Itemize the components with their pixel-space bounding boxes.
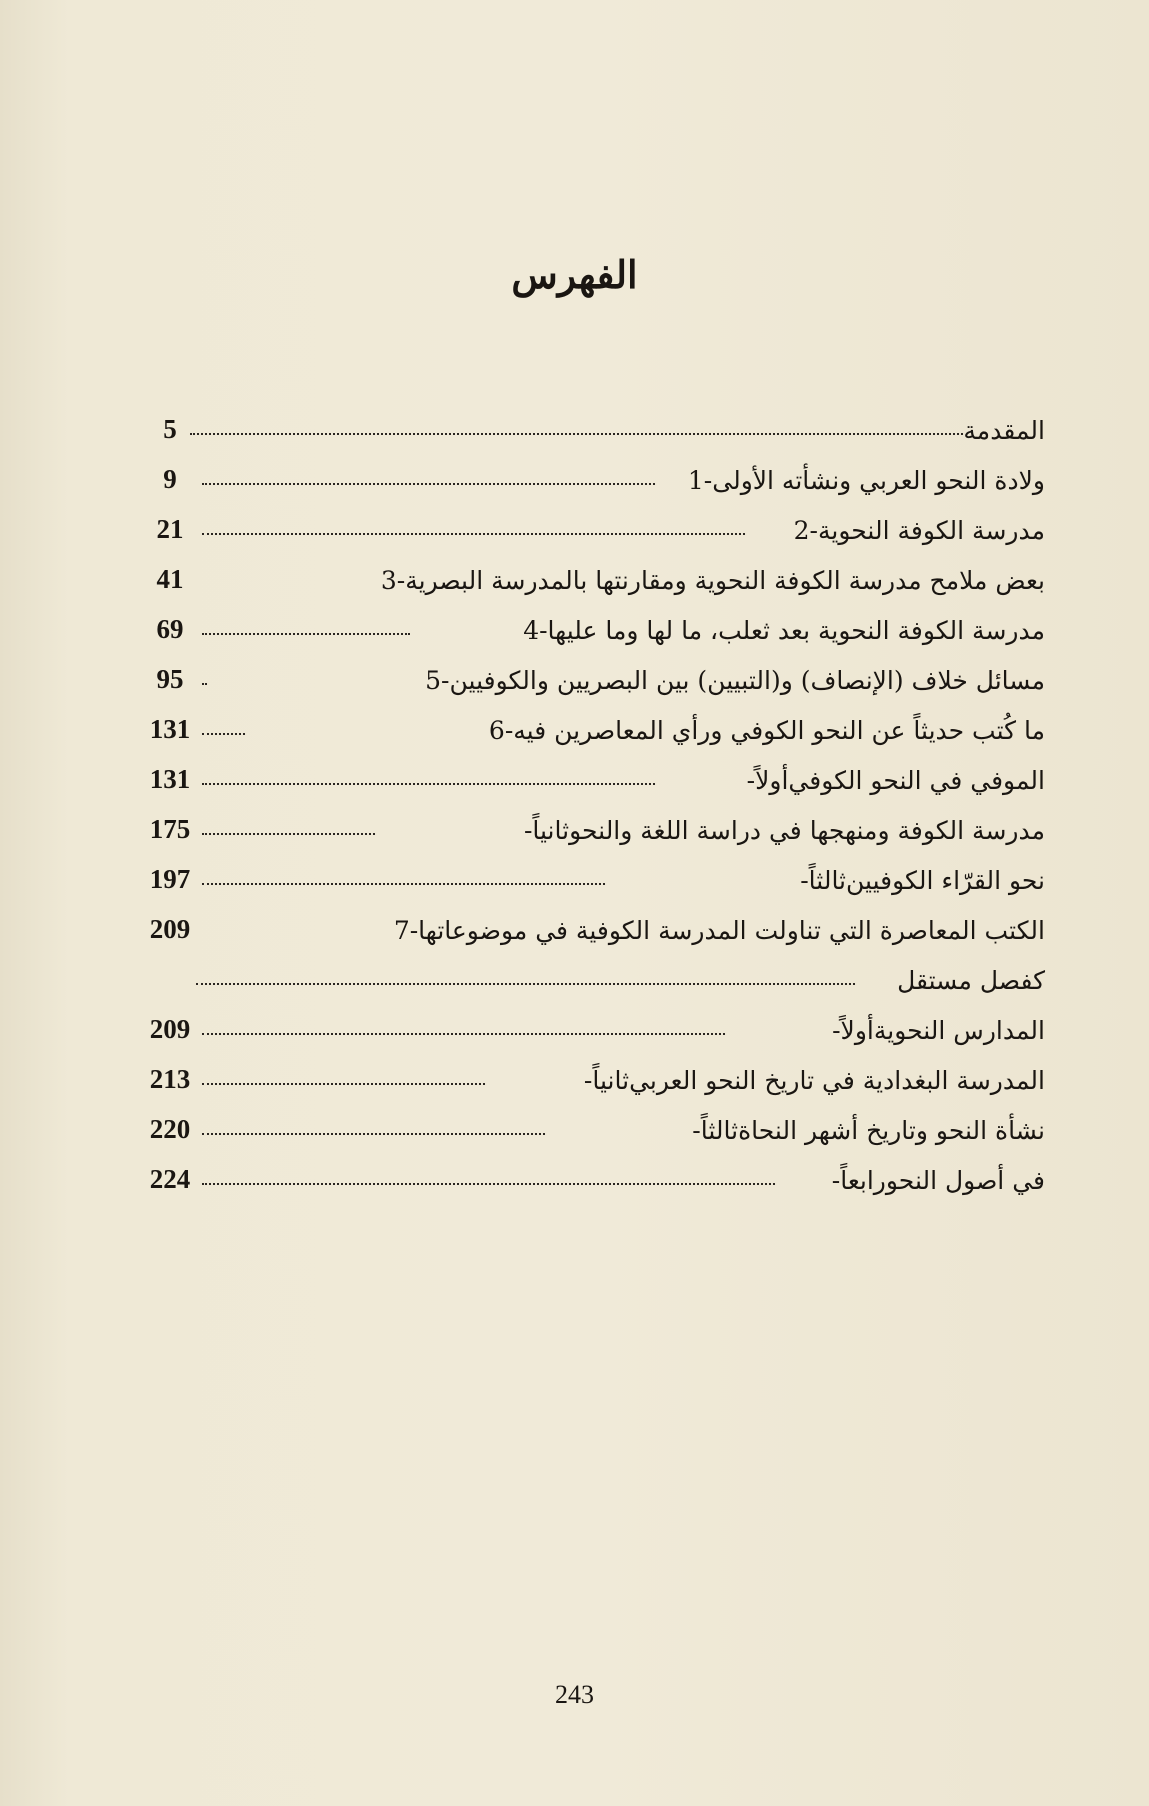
toc-entry-text: المقدمة	[963, 415, 1045, 445]
toc-entry-text: الكتب المعاصرة التي تناولت المدرسة الكوفية في موضوعاتها	[418, 915, 1045, 945]
toc-leader-dots	[202, 633, 410, 635]
toc-row	[140, 960, 1045, 1000]
toc-row	[140, 510, 1045, 550]
toc-leader-dots	[190, 433, 963, 435]
toc-row	[140, 760, 1045, 800]
toc-entry-label: رابعاً-	[831, 1165, 886, 1195]
toc-entry	[376, 910, 1045, 950]
toc-leader-dots	[196, 983, 855, 985]
toc-entry-text: نحو القرّاء الكوفيين	[846, 865, 1045, 895]
toc-entry	[471, 810, 1045, 850]
toc-entry-label: أولاً-	[746, 765, 789, 795]
toc-page-number: 209	[149, 1014, 191, 1044]
toc-entry-number: 5-	[425, 665, 450, 695]
toc-page-number: 224	[149, 1164, 191, 1194]
toc-entry-text: كفصل مستقل	[897, 965, 1045, 995]
toc-row	[140, 1060, 1045, 1100]
toc-entry-number: 6-	[488, 715, 514, 745]
toc-row	[140, 610, 1045, 650]
toc-row	[140, 560, 1045, 600]
toc-leader-dots	[202, 1033, 725, 1035]
toc-entry-text: ولادة النحو العربي ونشأته الأولى	[712, 465, 1045, 495]
toc-entry	[506, 610, 1045, 650]
toc-entry	[897, 960, 1045, 1000]
toc-page-number: 5	[163, 414, 177, 444]
toc-entry-label: أولاً-	[832, 1015, 874, 1045]
toc-entry	[531, 1060, 1045, 1100]
toc-entry-number: 3-	[380, 565, 406, 595]
toc-entry-text: المدرسة البغدادية في تاريخ النحو العربي	[629, 1065, 1045, 1095]
toc-entry-number: 2-	[793, 515, 818, 545]
toc-entry-label: ثانياً-	[523, 815, 570, 845]
toc-row	[140, 710, 1045, 750]
toc-entry	[748, 860, 1045, 900]
toc-entry-text: مدرسة الكوفة النحوية	[818, 515, 1045, 545]
toc-leader-dots	[202, 833, 375, 835]
toc-entry-number: 1-	[687, 465, 713, 495]
toc-page-number: 9	[163, 464, 177, 494]
toc-entry-number: 4-	[523, 615, 548, 645]
toc-entry-text: مسائل خلاف (الإنصاف) و(التبيين) بين البصريين والكوفيين	[449, 665, 1045, 695]
toc-row	[140, 810, 1045, 850]
toc-entry-text: المدارس النحوية	[873, 1015, 1045, 1045]
toc-entry	[776, 510, 1045, 550]
toc-leader-dots	[202, 883, 605, 885]
toc-leader-dots	[202, 483, 655, 485]
toc-leader-dots	[202, 733, 245, 735]
page-title: الفهرس	[511, 252, 638, 297]
toc-leader-dots	[202, 1083, 485, 1085]
toc-row	[140, 460, 1045, 500]
toc-row	[140, 860, 1045, 900]
toc-row	[140, 1110, 1045, 1150]
toc-leader-dots	[202, 783, 655, 785]
toc-entry-text: الموفي في النحو الكوفي	[788, 765, 1045, 795]
toc-row	[140, 410, 1045, 450]
toc-entry	[408, 660, 1045, 700]
toc-leader-dots	[202, 1183, 775, 1185]
toc-entry-text: في أصول النحو	[885, 1165, 1045, 1195]
toc-entry	[963, 410, 1045, 450]
toc-entry	[776, 1010, 1045, 1050]
toc-page-number: 175	[149, 814, 191, 844]
toc-leader-dots	[202, 533, 745, 535]
toc-entry	[690, 760, 1045, 800]
toc-row	[140, 910, 1045, 950]
toc-page-number: 69	[156, 614, 184, 644]
toc-entry-label: ثالثاً-	[800, 865, 847, 895]
toc-entry-text: ما كُتب حديثاً عن النحو الكوفي ورأي المعاصرين فيه	[513, 715, 1045, 745]
toc-row	[140, 1160, 1045, 1200]
toc-page-number: 213	[149, 1064, 191, 1094]
toc-page-number: 41	[156, 564, 184, 594]
toc-page-number: 131	[149, 764, 191, 794]
toc-entry-text: مدرسة الكوفة ومنهجها في دراسة اللغة والنحو	[569, 815, 1045, 845]
toc-entry-label: ثالثاً-	[692, 1115, 739, 1145]
toc-leader-dots	[202, 1133, 545, 1135]
toc-entry-text: مدرسة الكوفة النحوية بعد ثعلب، ما لها وما عليها	[547, 615, 1045, 645]
toc-entry-number: 7-	[393, 915, 419, 945]
toc-row	[140, 1010, 1045, 1050]
toc-page-number: 21	[156, 514, 184, 544]
toc-entry	[363, 560, 1045, 600]
toc-page-number: 131	[149, 714, 191, 744]
toc-page-number: 220	[149, 1114, 191, 1144]
toc-page-number: 95	[156, 664, 184, 694]
toc-entry	[788, 1160, 1045, 1200]
toc-row	[140, 660, 1045, 700]
toc-entry	[640, 1110, 1045, 1150]
page-number-footer: 243	[555, 1680, 594, 1709]
toc-entry	[471, 710, 1045, 750]
toc-leader-dots	[202, 683, 205, 685]
toc-entry-label: ثانياً-	[583, 1065, 630, 1095]
toc-entry	[670, 460, 1045, 500]
toc-page-number: 209	[149, 914, 191, 944]
toc-entry-text: بعض ملامح مدرسة الكوفة النحوية ومقارنتها بالمدرسة البصرية	[405, 565, 1045, 595]
toc-entry-text: نشأة النحو وتاريخ أشهر النحاة	[738, 1115, 1045, 1145]
toc-page-number: 197	[149, 864, 191, 894]
